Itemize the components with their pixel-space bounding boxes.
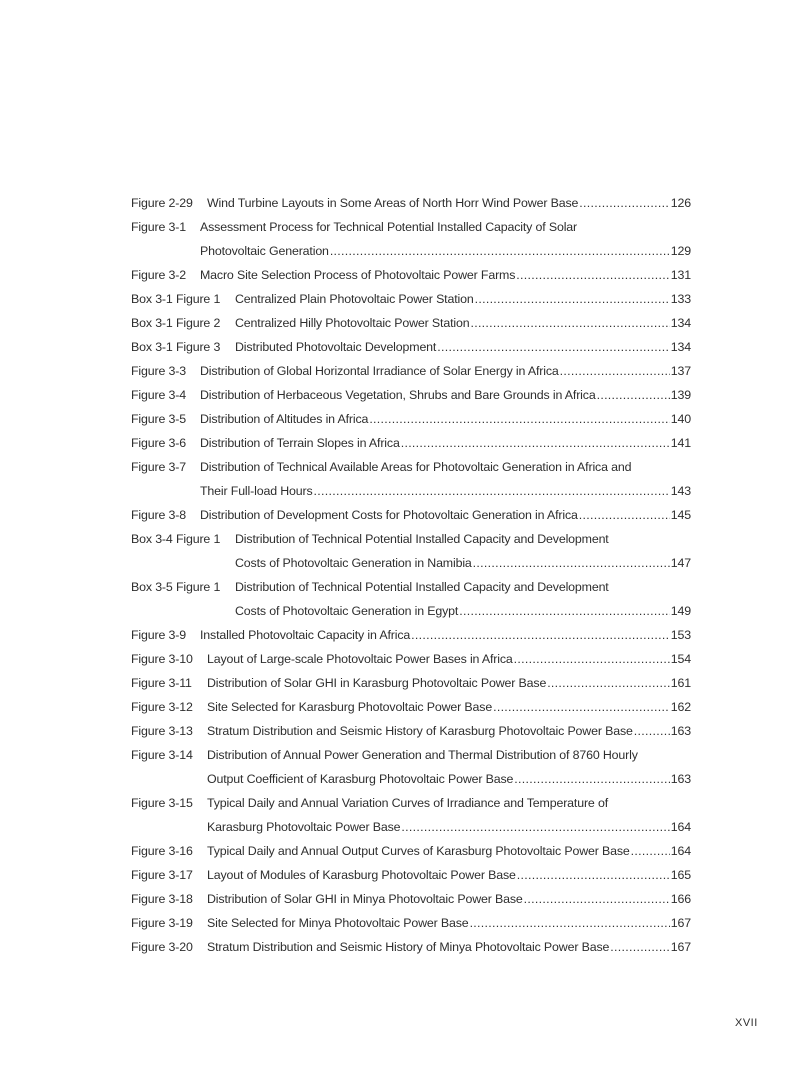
figure-title: Wind Turbine Layouts in Some Areas of North Horr Wind Power Base [207,196,579,210]
dot-leader [470,314,669,338]
toc-entry-line [131,194,691,218]
toc-entry[interactable] [131,794,691,842]
entry-body [207,674,691,698]
toc-entry-line [131,770,691,794]
entry-body [235,554,691,578]
toc-entry[interactable] [131,626,691,650]
figure-label: Box 3-1 Figure 2 [131,316,221,330]
entry-body [207,866,691,890]
figure-label: Figure 3-12 [131,700,193,714]
entry-body [207,722,691,746]
toc-entry-line [131,626,691,650]
figure-title: Distribution of Herbaceous Vegetation, Shrubs and Bare Grounds in Africa [200,388,596,402]
figure-label: Figure 3-2 [131,268,186,282]
figure-title: Costs of Photovoltaic Generation in Namibia [235,556,472,570]
dot-leader [401,818,669,842]
page-ref: 140 [670,412,691,426]
entry-body [207,650,691,674]
toc-entry-line [131,578,691,602]
dot-leader [547,674,670,698]
figure-label: Figure 3-3 [131,364,186,378]
dot-leader [514,770,669,794]
figure-title: Distribution of Technical Available Areas for Photovoltaic Generation in Africa and [200,460,632,474]
entry-body [235,338,691,362]
dot-leader [610,938,670,962]
entry-body [207,770,691,794]
page-ref: 137 [670,364,691,378]
figure-label: Figure 3-9 [131,628,186,642]
page-ref: 154 [670,652,691,666]
toc-entry[interactable] [131,410,691,434]
toc-entry-line [131,458,691,482]
page-ref: 149 [670,604,691,618]
figure-title: Their Full-load Hours [200,484,313,498]
figure-title: Layout of Large-scale Photovoltaic Power Bases in Africa [207,652,513,666]
toc-entry-line [131,890,691,914]
figure-title: Distribution of Terrain Slopes in Africa [200,436,400,450]
page-ref: 166 [670,892,691,906]
dot-leader [524,890,670,914]
entry-body [200,242,691,266]
toc-entry-line [131,698,691,722]
page-ref: 145 [670,508,691,522]
figure-label: Box 3-4 Figure 1 [131,532,221,546]
entry-body [207,890,691,914]
entry-body [200,626,691,650]
dot-leader [470,914,670,938]
dot-leader [475,290,670,314]
toc-entry-line [131,554,691,578]
entry-body [207,794,691,818]
figure-label: Figure 3-5 [131,412,186,426]
page-ref: 134 [670,316,691,330]
toc-entry[interactable] [131,218,691,266]
entry-body [200,410,691,434]
toc-entry-line [131,482,691,506]
toc-entry-line [131,506,691,530]
toc-entry[interactable] [131,722,691,746]
page-ref: 164 [670,844,691,858]
figure-title: Distribution of Global Horizontal Irradiance of Solar Energy in Africa [200,364,559,378]
figure-label: Figure 3-6 [131,436,186,450]
page-ref: 147 [670,556,691,570]
toc-entry[interactable] [131,866,691,890]
toc-entry[interactable] [131,506,691,530]
figure-label: Figure 3-18 [131,892,193,906]
figure-title: Assessment Process for Technical Potential Installed Capacity of Solar [200,220,578,234]
page-number: XVII [735,1017,758,1029]
entry-body [200,266,691,290]
entry-body [200,482,691,506]
page-ref: 165 [670,868,691,882]
entry-body [200,362,691,386]
dot-leader [517,866,670,890]
entry-body [207,746,691,770]
toc-entry[interactable] [131,434,691,458]
page-ref: 167 [670,916,691,930]
dot-leader [516,266,670,290]
list-of-figures [131,194,691,962]
dot-leader [437,338,670,362]
entry-body [207,698,691,722]
toc-entry-line [131,794,691,818]
entry-body [235,530,691,554]
figure-label: Figure 3-17 [131,868,193,882]
toc-entry[interactable] [131,890,691,914]
toc-entry[interactable] [131,842,691,866]
toc-entry-line [131,434,691,458]
toc-entry-line [131,530,691,554]
page-ref: 133 [670,292,691,306]
dot-leader [560,362,670,386]
page-ref: 163 [670,724,691,738]
figure-label: Figure 3-13 [131,724,193,738]
entry-body [200,386,691,410]
toc-entry-line [131,938,691,962]
figure-title: Macro Site Selection Process of Photovoltaic Power Farms [200,268,516,282]
figure-title: Centralized Plain Photovoltaic Power Station [235,292,474,306]
toc-entry-line [131,818,691,842]
toc-entry[interactable] [131,290,691,314]
entry-body [200,434,691,458]
entry-body [235,578,691,602]
dot-leader [634,722,670,746]
entry-body [200,458,691,482]
entry-body [207,194,691,218]
page-ref: 134 [670,340,691,354]
entry-body [207,818,691,842]
toc-entry-line [131,314,691,338]
toc-entry-line [131,362,691,386]
page-ref: 126 [670,196,691,210]
dot-leader [330,242,670,266]
dot-leader [579,194,670,218]
dot-leader [514,650,670,674]
figure-label: Figure 3-10 [131,652,193,666]
figure-label: Figure 3-15 [131,796,193,810]
figure-title: Distribution of Technical Potential Installed Capacity and Development [235,532,609,546]
figure-label: Box 3-5 Figure 1 [131,580,221,594]
figure-title: Distribution of Solar GHI in Minya Photovoltaic Power Base [207,892,523,906]
toc-entry[interactable] [131,266,691,290]
toc-entry[interactable] [131,698,691,722]
toc-entry[interactable] [131,458,691,506]
page-ref: 139 [670,388,691,402]
dot-leader [459,602,670,626]
toc-entry[interactable] [131,314,691,338]
figure-title: Karasburg Photovoltaic Power Base [207,820,401,834]
page-ref: 131 [670,268,691,282]
figure-title: Centralized Hilly Photovoltaic Power Station [235,316,470,330]
entry-body [235,314,691,338]
figure-title: Typical Daily and Annual Variation Curves of Irradiance and Temperature of [207,796,609,810]
toc-entry[interactable] [131,362,691,386]
dot-leader [411,626,670,650]
figure-label: Figure 3-4 [131,388,186,402]
dot-leader [631,842,670,866]
toc-entry[interactable] [131,194,691,218]
dot-leader [369,410,669,434]
figure-title: Stratum Distribution and Seismic History of Minya Photovoltaic Power Base [207,940,610,954]
figure-title: Output Coefficient of Karasburg Photovoltaic Power Base [207,772,514,786]
figure-title: Distribution of Development Costs for Photovoltaic Generation in Africa [200,508,578,522]
page-ref: 143 [670,484,691,498]
toc-entry-line [131,410,691,434]
figure-label: Box 3-1 Figure 1 [131,292,221,306]
figure-label: Figure 3-7 [131,460,186,474]
page-ref: 167 [670,940,691,954]
toc-entry-line [131,650,691,674]
toc-entry-line [131,866,691,890]
figure-label: Figure 3-8 [131,508,186,522]
toc-entry[interactable] [131,650,691,674]
toc-entry[interactable] [131,938,691,962]
toc-entry[interactable] [131,914,691,938]
figure-label: Figure 3-16 [131,844,193,858]
figure-label: Figure 3-11 [131,676,192,690]
toc-entry[interactable] [131,578,691,626]
toc-entry-line [131,218,691,242]
figure-label: Figure 3-14 [131,748,193,762]
entry-body [235,602,691,626]
figure-title: Distributed Photovoltaic Development [235,340,437,354]
toc-entry-line [131,674,691,698]
page-ref: 153 [670,628,691,642]
figure-label: Box 3-1 Figure 3 [131,340,221,354]
dot-leader [493,698,670,722]
page-ref: 161 [670,676,691,690]
figure-title: Layout of Modules of Karasburg Photovoltaic Power Base [207,868,516,882]
figure-title: Site Selected for Minya Photovoltaic Power Base [207,916,469,930]
toc-entry[interactable] [131,386,691,410]
figure-title: Site Selected for Karasburg Photovoltaic Power Base [207,700,493,714]
figure-title: Stratum Distribution and Seismic History of Karasburg Photovoltaic Power Base [207,724,633,738]
figure-label: Figure 3-19 [131,916,193,930]
figure-label: Figure 3-1 [131,220,186,234]
toc-entry-line [131,290,691,314]
toc-entry[interactable] [131,338,691,362]
entry-body [207,842,691,866]
figure-title: Installed Photovoltaic Capacity in Africa [200,628,411,642]
toc-entry[interactable] [131,746,691,794]
page-ref: 141 [670,436,691,450]
figure-title: Distribution of Technical Potential Installed Capacity and Development [235,580,609,594]
entry-body [235,290,691,314]
dot-leader [314,482,670,506]
toc-entry-line [131,602,691,626]
toc-entry-line [131,842,691,866]
figure-title: Typical Daily and Annual Output Curves of Karasburg Photovoltaic Power Base [207,844,630,858]
figure-title: Distribution of Annual Power Generation and Thermal Distribution of 8760 Hourly [207,748,638,762]
figure-title: Photovoltaic Generation [200,244,329,258]
toc-entry[interactable] [131,530,691,578]
figure-title: Distribution of Altitudes in Africa [200,412,369,426]
entry-body [207,938,691,962]
dot-leader [401,434,670,458]
toc-entry-line [131,722,691,746]
toc-entry-line [131,746,691,770]
entry-body [200,506,691,530]
toc-entry-line [131,242,691,266]
toc-entry-line [131,338,691,362]
page-ref: 129 [670,244,691,258]
dot-leader [473,554,670,578]
entry-body [200,218,691,242]
figure-title: Costs of Photovoltaic Generation in Egypt [235,604,459,618]
page-ref: 163 [670,772,691,786]
dot-leader [597,386,670,410]
dot-leader [579,506,670,530]
figure-label: Figure 3-20 [131,940,193,954]
figure-label: Figure 2-29 [131,196,193,210]
page-ref: 164 [670,820,691,834]
page-ref: 162 [670,700,691,714]
toc-entry-line [131,386,691,410]
toc-entry-line [131,914,691,938]
toc-entry-line [131,266,691,290]
entry-body [207,914,691,938]
figure-title: Distribution of Solar GHI in Karasburg Photovoltaic Power Base [207,676,547,690]
toc-entry[interactable] [131,674,691,698]
